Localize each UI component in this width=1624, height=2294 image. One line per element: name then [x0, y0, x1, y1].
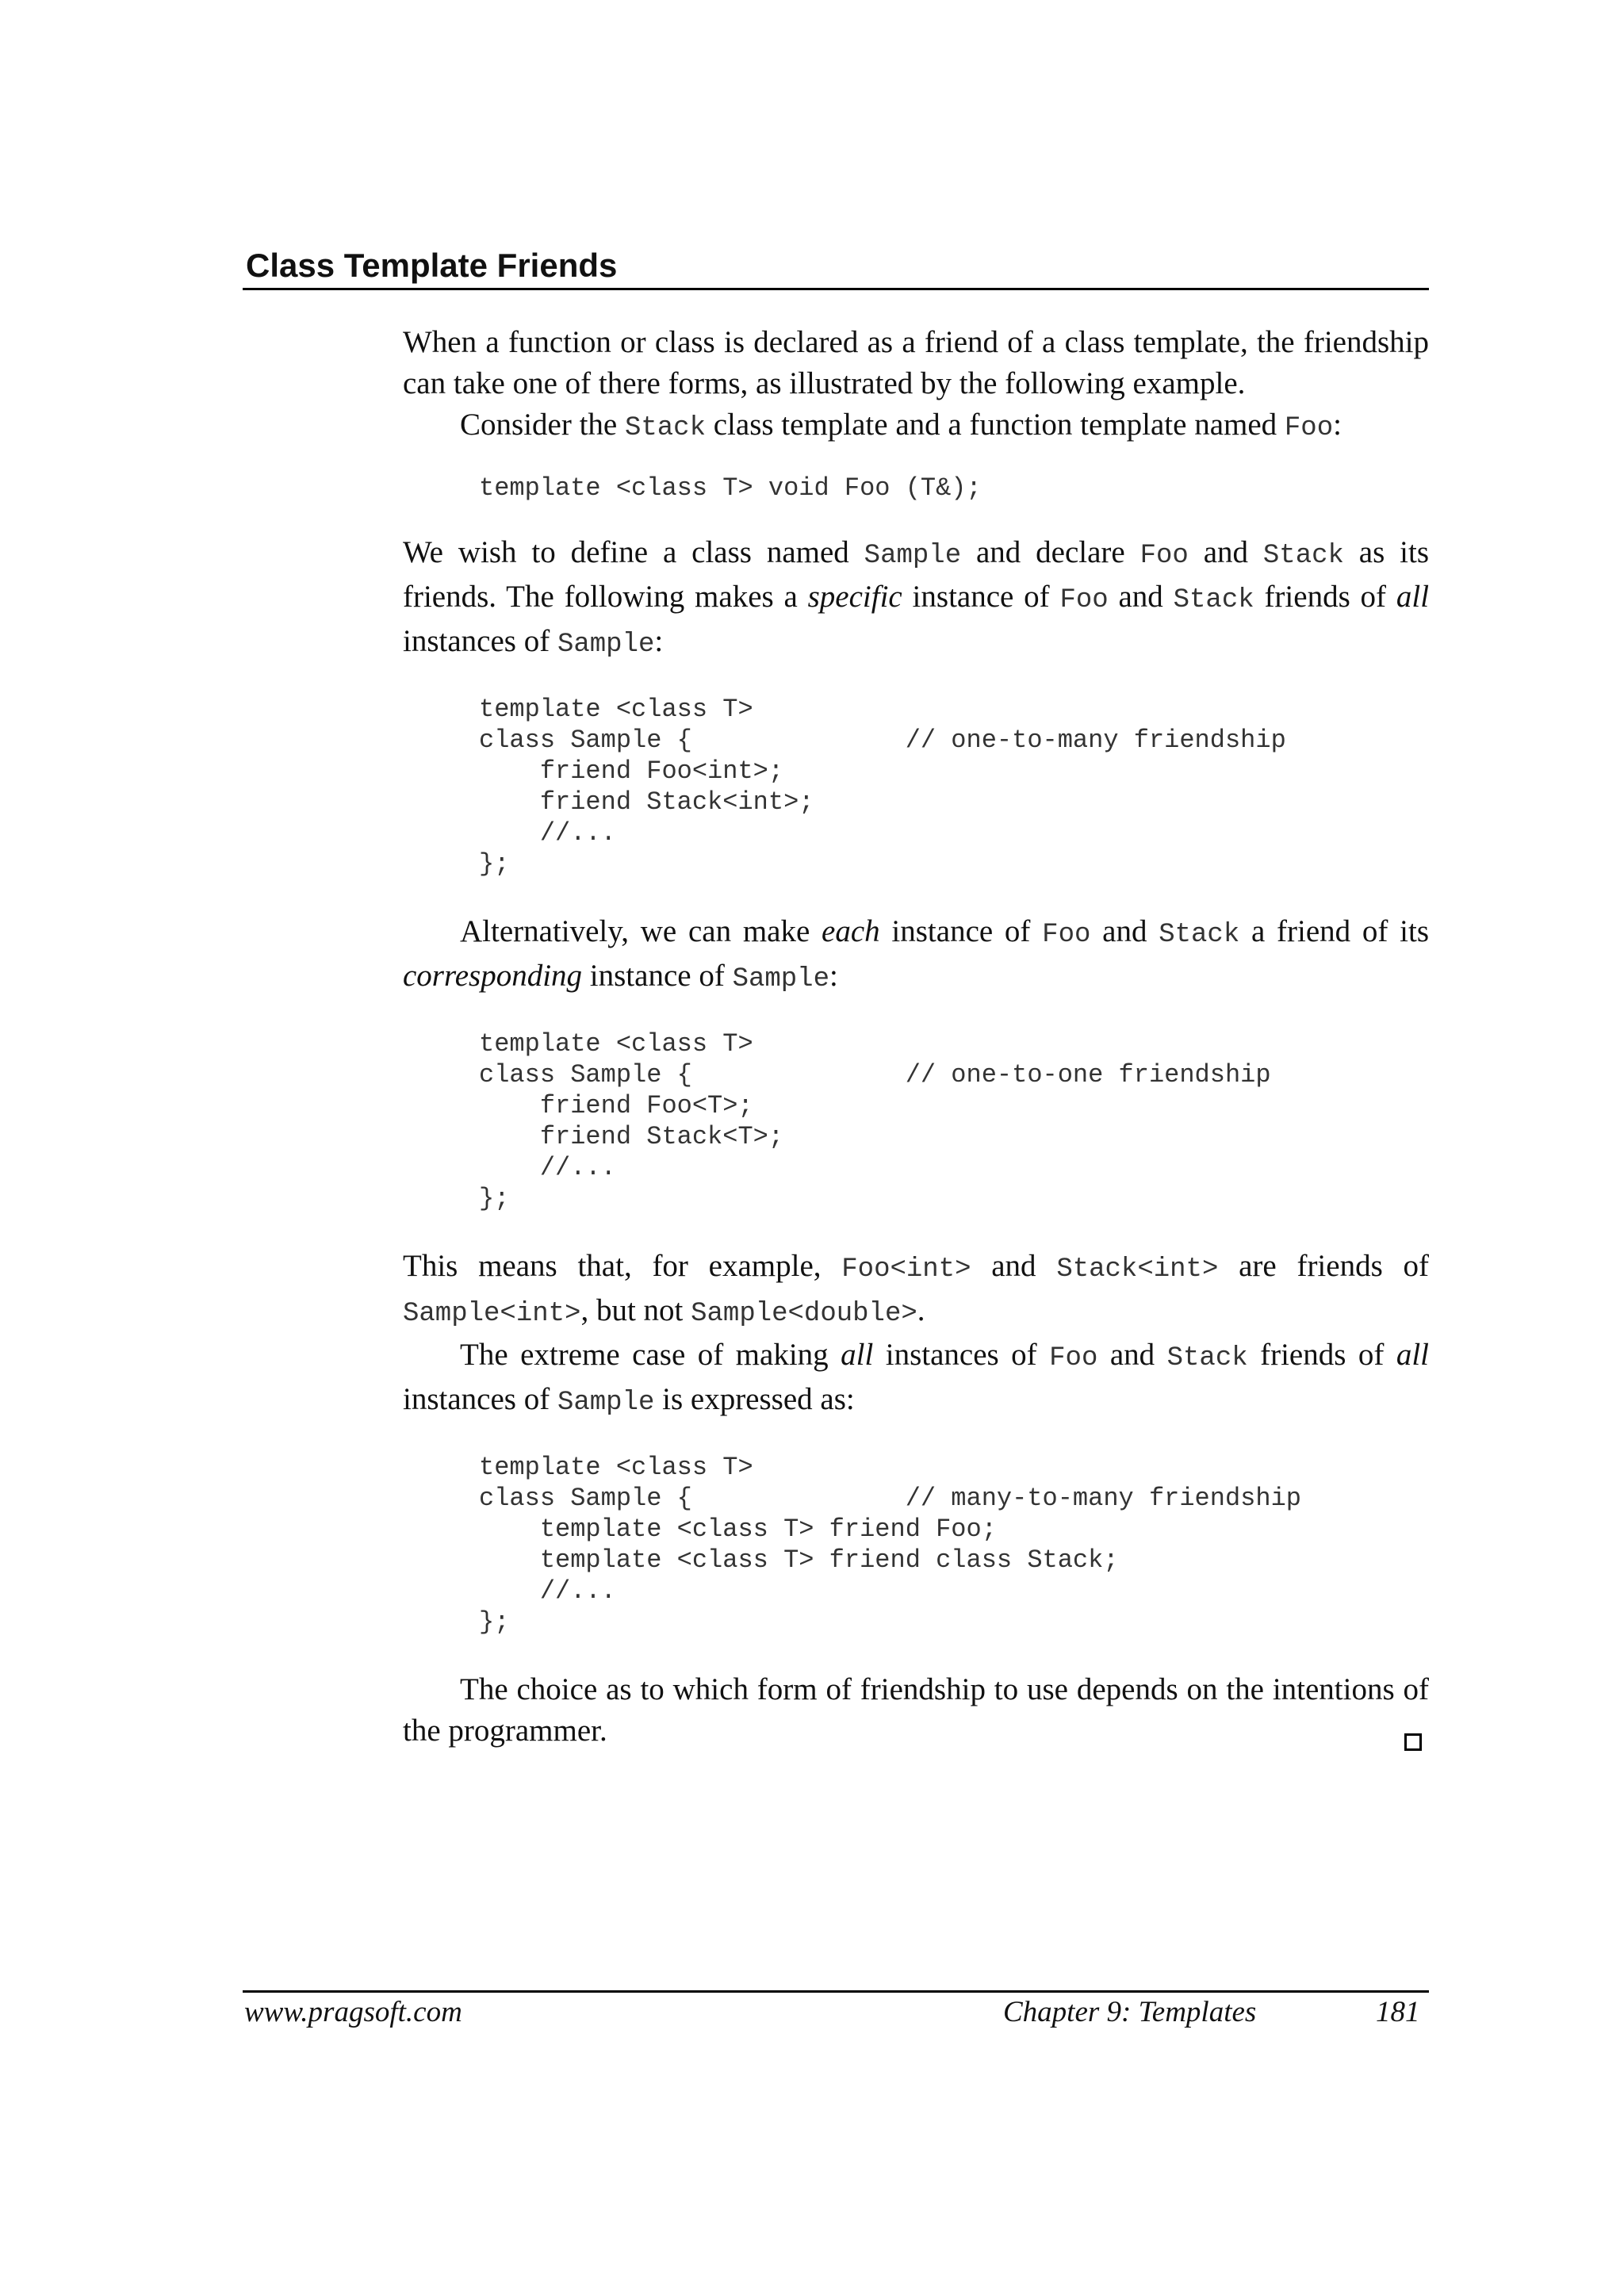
text-run: , but not: [580, 1293, 691, 1327]
footer-page-number: 181: [1376, 1996, 1420, 2028]
text-run: friends of: [1247, 1338, 1396, 1372]
inline-code: Sample: [557, 1388, 655, 1418]
text-run: and: [1090, 914, 1159, 948]
text-run: Consider the: [460, 408, 625, 442]
inline-code: Foo<int>: [841, 1254, 971, 1285]
inline-code: Sample<int>: [403, 1299, 581, 1329]
inline-code: Stack: [1166, 1343, 1248, 1373]
paragraph-alternatively: [403, 911, 1429, 1000]
footer-website: www.pragsoft.com: [244, 1996, 462, 2028]
emphasis: all: [841, 1338, 874, 1372]
text-run: :: [654, 624, 664, 658]
footer-chapter: Chapter 9: Templates: [1003, 1996, 1257, 2028]
text-run: .: [917, 1293, 925, 1327]
text-run: class template and a function template named: [706, 408, 1285, 442]
text-run: a friend of its: [1239, 914, 1429, 948]
text-run: is expressed as:: [654, 1382, 855, 1416]
inline-code: Sample: [864, 541, 962, 571]
heading-rule: [243, 288, 1429, 290]
section-heading: Class Template Friends: [246, 247, 618, 284]
inline-code: Stack: [1173, 585, 1254, 615]
emphasis: specific: [807, 580, 902, 614]
inline-code: Stack<int>: [1056, 1254, 1219, 1285]
paragraph-define-sample: [403, 532, 1429, 665]
paragraph-consider: [403, 404, 1429, 449]
text-run: :: [1333, 408, 1342, 442]
code-one-to-many: template <class T> class Sample { // one-to-many friendship friend Foo<int>; friend Stack<int>; //... };: [479, 695, 1286, 879]
text-run: friends of: [1254, 580, 1396, 614]
inline-code: Foo: [1059, 585, 1109, 615]
inline-code: Foo: [1139, 541, 1189, 571]
text-run: and declare: [961, 535, 1140, 569]
text-run: and: [1097, 1338, 1167, 1372]
inline-code: Foo: [1284, 413, 1334, 443]
inline-code: Sample: [732, 964, 829, 994]
text-run: as its friends. The following makes a: [403, 535, 1430, 614]
emphasis: all: [1396, 1338, 1429, 1372]
text-run: We wish to define a class named: [403, 535, 864, 569]
paragraph-extreme-case: [403, 1335, 1429, 1423]
text-run: This means that, for example,: [403, 1249, 842, 1283]
text-run: and: [1108, 580, 1174, 614]
text-run: instances of: [403, 1382, 557, 1416]
paragraph-choice: The choice as to which form of friendship to use depends on the intentions of the programmer.: [403, 1672, 1429, 1748]
text-run: instance of: [902, 580, 1060, 614]
inline-code: Sample: [557, 630, 655, 660]
emphasis: each: [822, 914, 880, 948]
inline-code: Stack: [1262, 541, 1344, 571]
emphasis: corresponding: [403, 959, 583, 993]
text-run: :: [829, 959, 838, 993]
code-foo-declaration: template <class T> void Foo (T&);: [479, 473, 982, 503]
inline-code: Foo: [1049, 1343, 1098, 1373]
paragraph-intro: When a function or class is declared as a friend of a class template, the friendship can take one of there forms, as illustrated by the following example.: [403, 325, 1429, 400]
code-many-to-many: template <class T> class Sample { // many-to-many friendship template <class T> friend Foo; template <class T> friend class Stack; //... };: [479, 1453, 1301, 1637]
text-run: instances of: [873, 1338, 1050, 1372]
end-of-section-square-icon: [1404, 1733, 1422, 1751]
text-run: instance of: [879, 914, 1043, 948]
text-run: and: [971, 1249, 1057, 1283]
text-run: Alternatively, we can make: [460, 914, 822, 948]
footer-rule: [243, 1990, 1429, 1993]
inline-code: Sample<double>: [691, 1299, 917, 1329]
code-one-to-one: template <class T> class Sample { // one-to-one friendship friend Foo<T>; friend Stack<T>; //... };: [479, 1029, 1271, 1213]
text-run: instances of: [403, 624, 557, 658]
body-content: [403, 322, 1429, 1752]
text-run: are friends of: [1218, 1249, 1429, 1283]
text-run: instance of: [582, 959, 733, 993]
inline-code: Stack: [624, 413, 706, 443]
text-run: and: [1188, 535, 1263, 569]
inline-code: Stack: [1159, 920, 1240, 950]
emphasis: all: [1396, 580, 1430, 614]
text-run: The extreme case of making: [460, 1338, 841, 1372]
paragraph-this-means: [403, 1246, 1429, 1335]
inline-code: Foo: [1042, 920, 1091, 950]
